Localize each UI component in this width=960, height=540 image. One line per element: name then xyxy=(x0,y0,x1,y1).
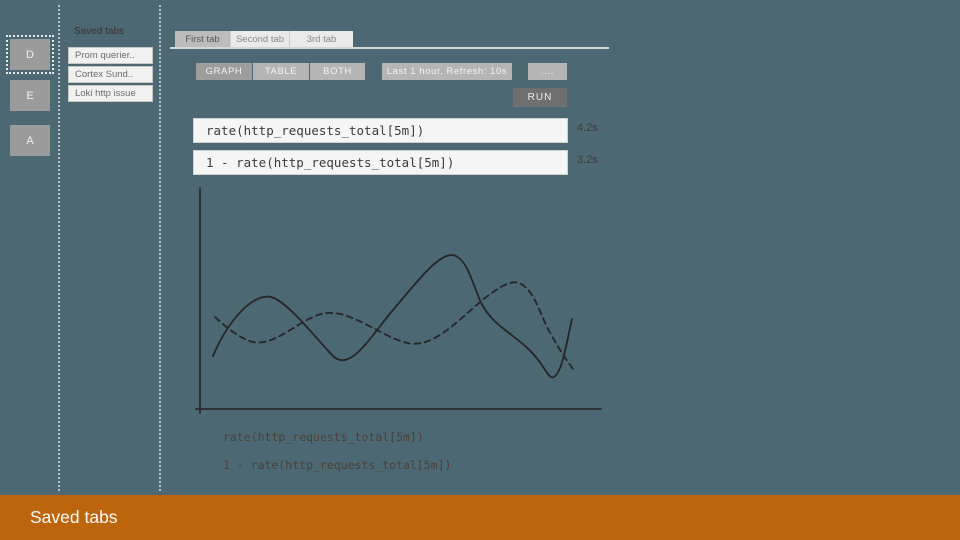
rail-button-e[interactable]: E xyxy=(10,80,50,111)
graph-view-button[interactable]: GRAPH xyxy=(196,63,252,80)
saved-panel-title: Saved tabs xyxy=(74,26,125,37)
rail-button-d[interactable]: D xyxy=(10,39,50,70)
tab-third[interactable]: 3rd tab xyxy=(289,31,353,47)
time-range-button[interactable]: Last 1 hour, Refresh: 10s xyxy=(382,63,512,80)
rail-button-a[interactable]: A xyxy=(10,125,50,156)
tabs-underline xyxy=(170,47,609,49)
run-query-button[interactable]: RUN xyxy=(513,88,567,107)
separator-right xyxy=(159,5,161,491)
series-dashed-line xyxy=(215,282,573,369)
legend-item-2[interactable]: 1 - rate(http_requests_total[5m]) xyxy=(223,458,452,472)
series-solid-line xyxy=(213,255,572,377)
query-duration-2: 3.2s xyxy=(577,154,598,166)
tab-first[interactable]: First tab xyxy=(175,31,230,47)
separator-left xyxy=(58,5,60,491)
table-view-button[interactable]: TABLE xyxy=(253,63,309,80)
both-view-button[interactable]: BOTH xyxy=(310,63,365,80)
saved-tabs-drawer[interactable] xyxy=(0,495,960,540)
saved-tab-item[interactable]: Loki http issue xyxy=(68,85,153,102)
legend-item-1[interactable]: rate(http_requests_total[5m]) xyxy=(223,430,424,444)
line-chart xyxy=(195,186,605,414)
more-options-button[interactable]: .... xyxy=(528,63,567,80)
query-input-1[interactable]: rate(http_requests_total[5m]) xyxy=(193,118,568,143)
tab-second[interactable]: Second tab xyxy=(230,31,289,47)
saved-tab-item[interactable]: Prom querier.. xyxy=(68,47,153,64)
saved-tab-item[interactable]: Cortex Sund.. xyxy=(68,66,153,83)
saved-tabs-drawer-title: Saved tabs xyxy=(30,507,118,527)
query-input-2[interactable]: 1 - rate(http_requests_total[5m]) xyxy=(193,150,568,175)
query-duration-1: 4.2s xyxy=(577,122,598,134)
